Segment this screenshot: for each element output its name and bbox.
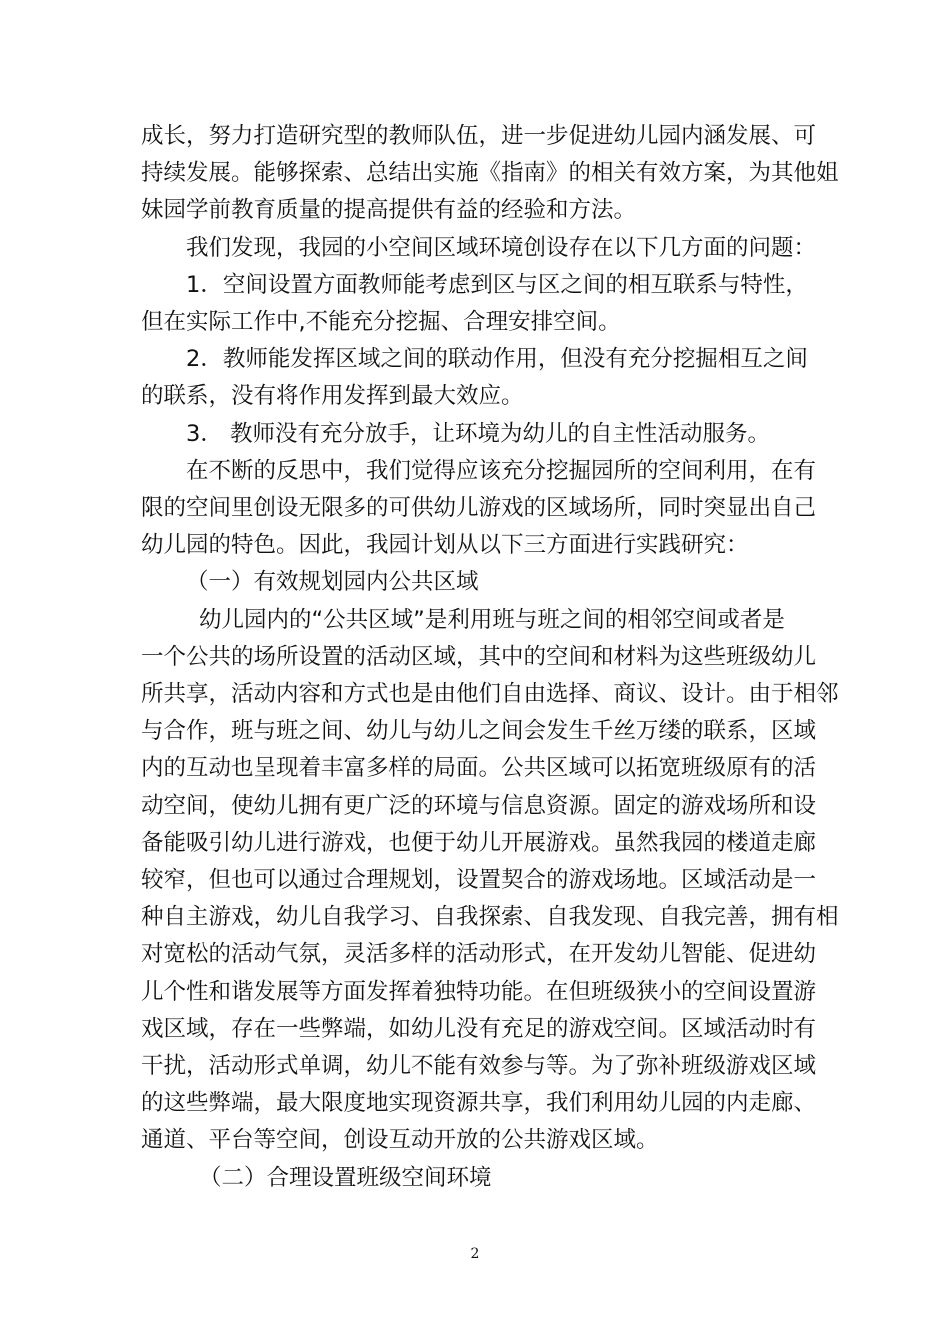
text-line: 幼儿园的特色。因此，我园计划从以下三方面进行实践研究： xyxy=(141,532,749,558)
text-line: 持续发展。能够探索、总结出实施《指南》的相关有效方案，为其他姐 xyxy=(141,160,839,186)
text-line: 与合作，班与班之间、幼儿与幼儿之间会发生千丝万缕的联系，区域 xyxy=(141,718,817,744)
text-line: 我们发现，我园的小空间区域环境创设存在以下几方面的问题： xyxy=(186,235,817,261)
section-heading: （二）合理设置班级空间环境 xyxy=(199,1165,492,1191)
text-line: 儿个性和谐发展等方面发挥着独特功能。在但班级狭小的空间设置游 xyxy=(141,979,817,1005)
text-line: 戏区域，存在一些弊端，如幼儿没有充足的游戏空间。区域活动时有 xyxy=(141,1016,817,1042)
page-number: 2 xyxy=(470,1246,480,1262)
text-line: 内的互动也呈现着丰富多样的局面。公共区域可以拓宽班级原有的活 xyxy=(141,755,817,781)
text-line: 对宽松的活动气氛，灵活多样的活动形式，在开发幼儿智能、促进幼 xyxy=(141,941,817,967)
text-line: 一个公共的场所设置的活动区域，其中的空间和材料为这些班级幼儿 xyxy=(141,644,817,670)
text-line: 的联系，没有将作用发挥到最大效应。 xyxy=(141,383,524,409)
text-line: 成长，努力打造研究型的教师队伍，进一步促进幼儿园内涵发展、可 xyxy=(141,123,817,149)
text-line: 1．空间设置方面教师能考虑到区与区之间的相互联系与特性， xyxy=(186,272,808,298)
text-line: 较窄，但也可以通过合理规划，设置契合的游戏场地。区域活动是一 xyxy=(141,867,817,893)
text-line: 在不断的反思中，我们觉得应该充分挖掘园所的空间利用，在有 xyxy=(186,458,817,484)
section-heading: （一）有效规划园内公共区域 xyxy=(186,569,479,595)
text-line: 幼儿园内的“公共区域”是利用班与班之间的相邻空间或者是 xyxy=(199,607,785,633)
text-line: 的这些弊端，最大限度地实现资源共享，我们利用幼儿园的内走廊、 xyxy=(141,1090,817,1116)
text-line: 限的空间里创设无限多的可供幼儿游戏的区域场所，同时突显出自己 xyxy=(141,495,817,521)
text-line: 2．教师能发挥区域之间的联动作用，但没有充分挖掘相互之间 xyxy=(186,346,808,372)
text-line: 3． 教师没有充分放手，让环境为幼儿的自主性活动服务。 xyxy=(186,421,770,447)
text-line: 干扰，活动形式单调，幼儿不能有效参与等。为了弥补班级游戏区域 xyxy=(141,1053,817,1079)
text-line: 所共享，活动内容和方式也是由他们自由选择、商议、设计。由于相邻 xyxy=(141,681,839,707)
text-line: 动空间，使幼儿拥有更广泛的环境与信息资源。固定的游戏场所和设 xyxy=(141,793,817,819)
text-line: 通道、平台等空间，创设互动开放的公共游戏区域。 xyxy=(141,1127,659,1153)
text-line: 备能吸引幼儿进行游戏，也便于幼儿开展游戏。虽然我园的楼道走廊 xyxy=(141,830,817,856)
text-line: 种自主游戏，幼儿自我学习、自我探索、自我发现、自我完善，拥有相 xyxy=(141,904,839,930)
text-line: 妹园学前教育质量的提高提供有益的经验和方法。 xyxy=(141,197,637,223)
text-line: 但在实际工作中,不能充分挖掘、合理安排空间。 xyxy=(141,309,621,335)
